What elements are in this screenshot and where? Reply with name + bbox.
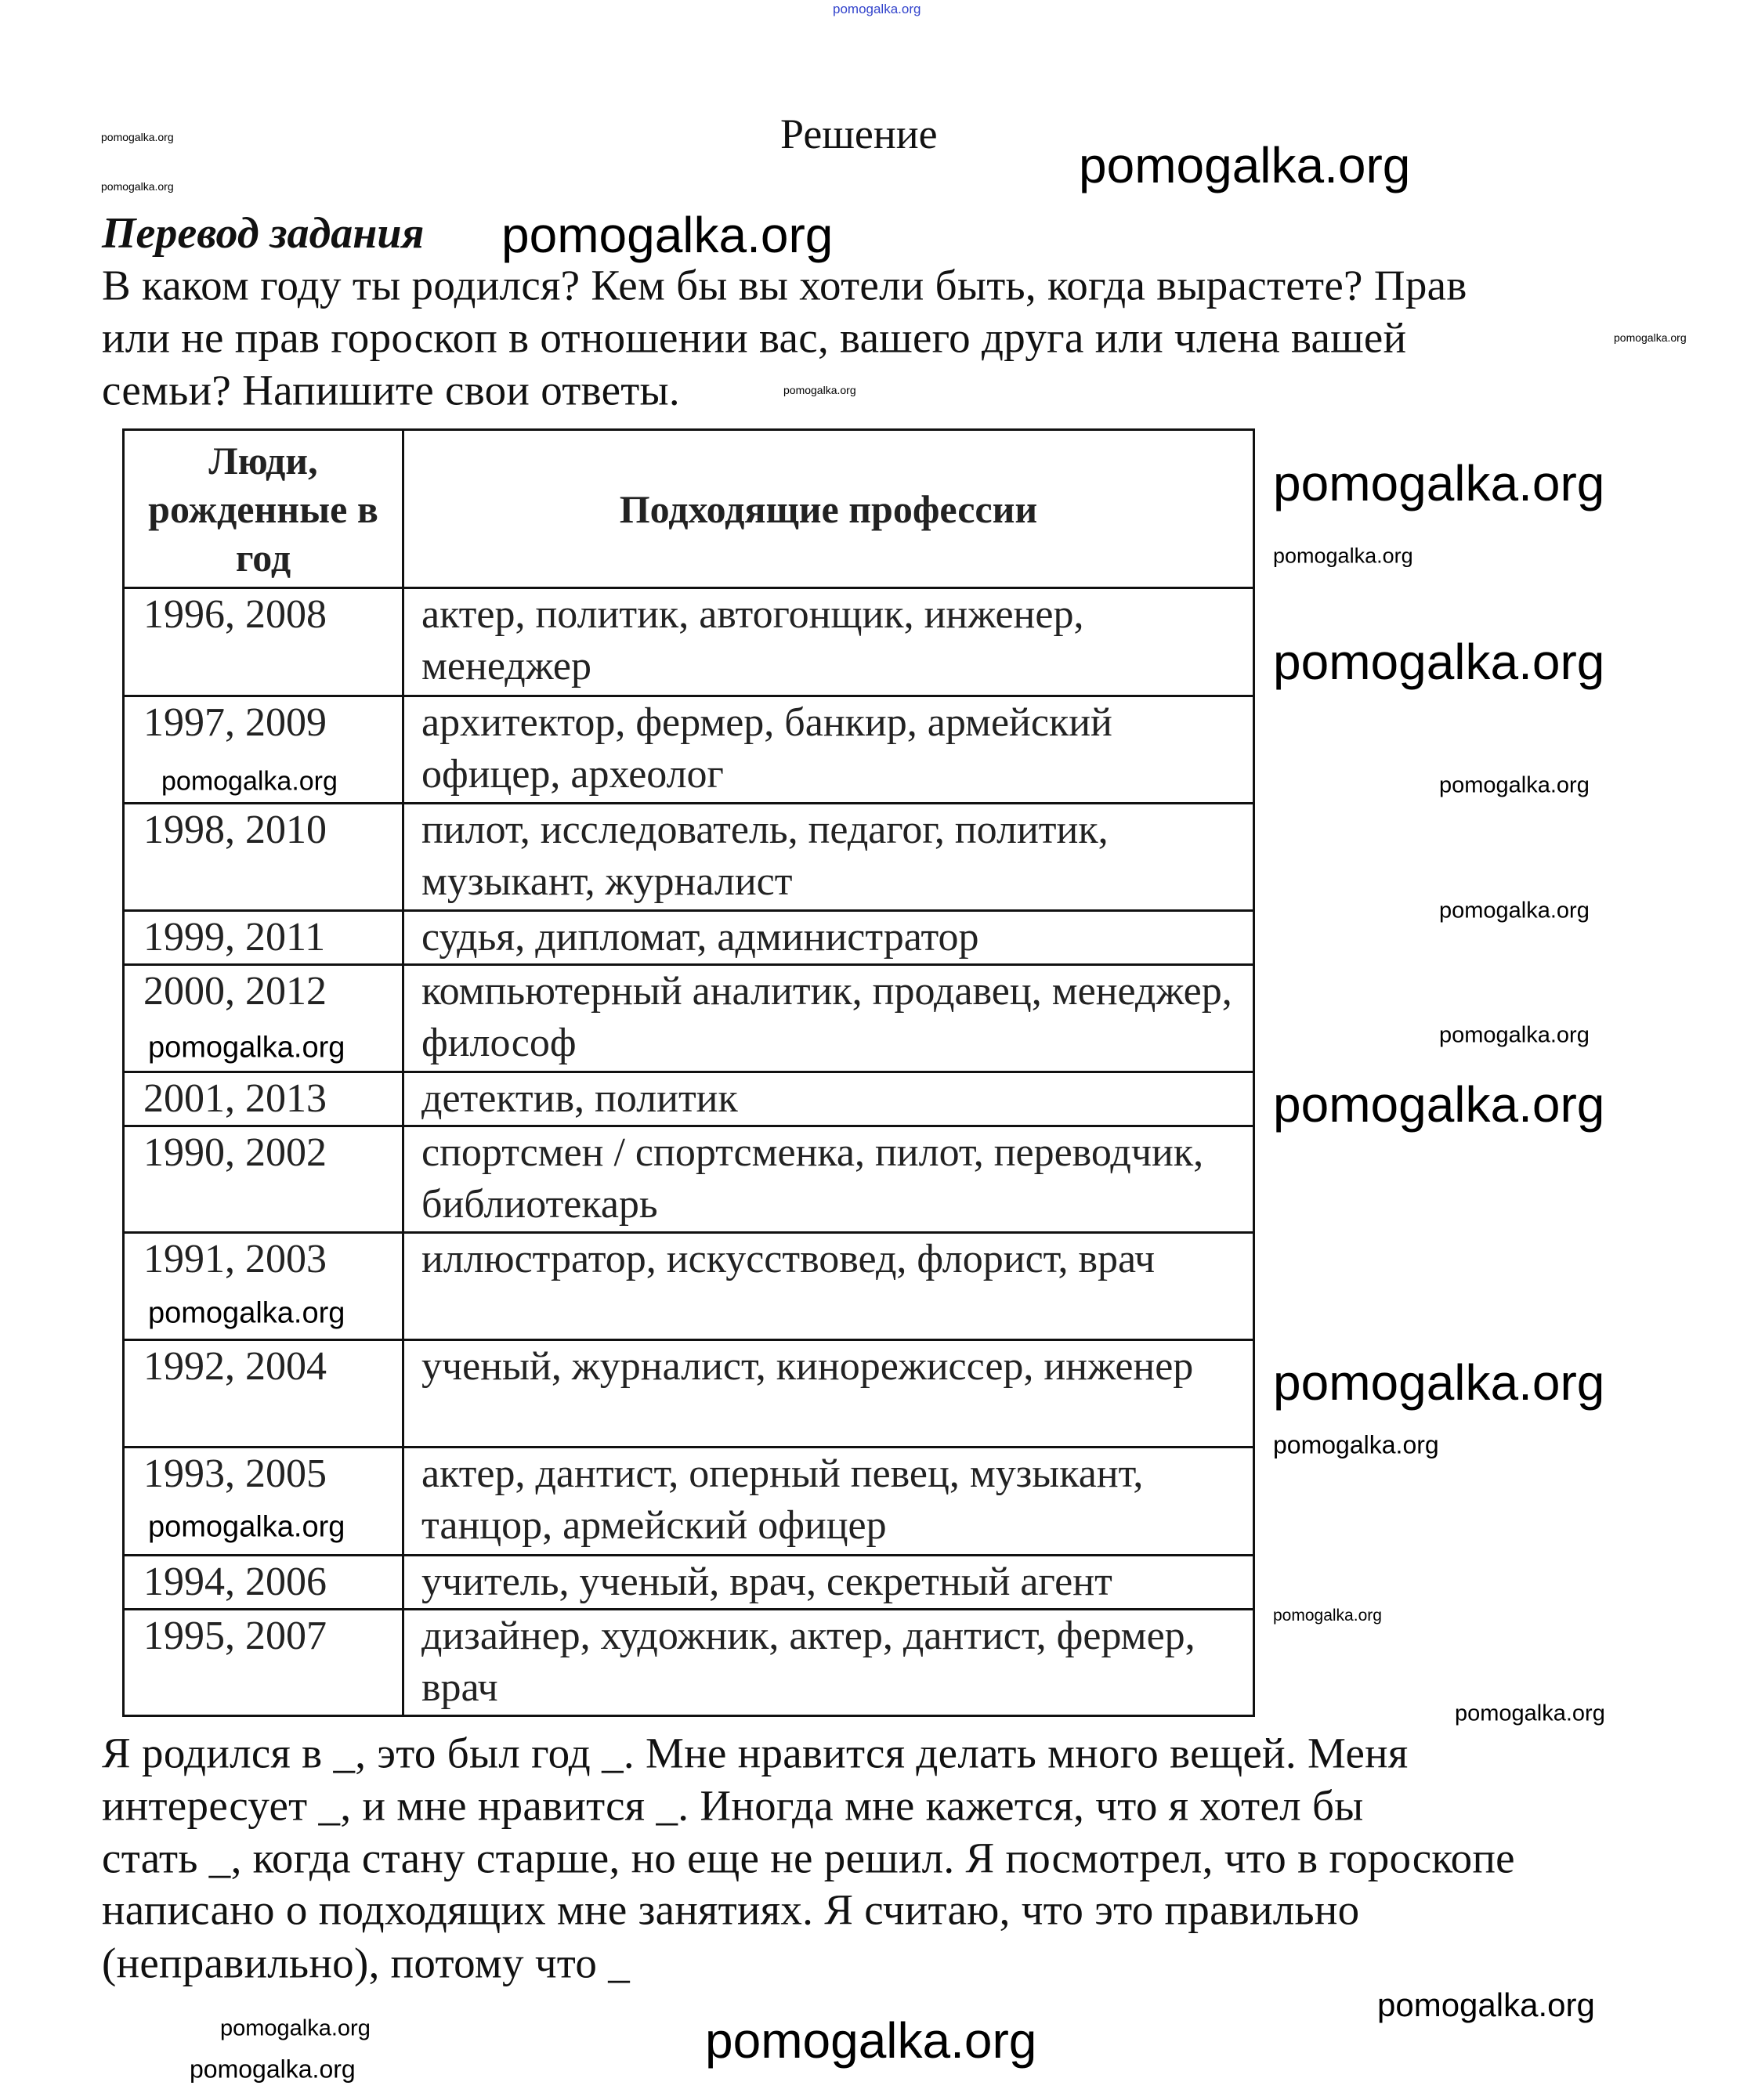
professions-cell: пилот, исследователь, педагог, политик, музыкант, журналист — [403, 804, 1254, 911]
table-row — [124, 1126, 1254, 1233]
table-row — [124, 588, 1254, 696]
watermark: pomogalka.org — [705, 2012, 1037, 2069]
professions-cell: иллюстратор, искусствовед, флорист, врач — [403, 1233, 1254, 1340]
professions-cell: компьютерный аналитик, продавец, менеджер, философ — [403, 965, 1254, 1072]
birth-years-cell: 1990, 2002 — [124, 1126, 403, 1233]
birth-years-cell: 2000, 2012 — [124, 965, 403, 1072]
birth-years-cell: 2001, 2013 — [124, 1072, 403, 1126]
professions-cell: детектив, политик — [403, 1072, 1254, 1126]
watermark: pomogalka.org — [101, 131, 174, 143]
professions-cell: актер, политик, автогонщик, инженер, менеджер — [403, 588, 1254, 696]
answer-line: (неправильно), потому что _ — [102, 1939, 631, 1987]
professions-cell: судья, дипломат, администратор — [403, 911, 1254, 965]
table-row — [124, 1610, 1254, 1716]
professions-cell: учитель, ученый, врач, секретный агент — [403, 1556, 1254, 1610]
header-birth-year: Люди, рожденные в год — [124, 430, 403, 588]
intro-line: семьи? Напишите свои ответы. — [102, 366, 680, 414]
birth-years-cell: 1993, 2005 — [124, 1448, 403, 1556]
birth-years-cell: 1991, 2003 — [124, 1233, 403, 1340]
birth-years-cell: 1995, 2007 — [124, 1610, 403, 1716]
watermark: pomogalka.org — [783, 384, 856, 396]
watermark: pomogalka.org — [1273, 1354, 1605, 1411]
section-heading: Перевод задания — [102, 209, 425, 258]
birth-years-cell: 1998, 2010 — [124, 804, 403, 911]
birth-years-cell: 1997, 2009 — [124, 696, 403, 804]
watermark: pomogalka.org — [1079, 137, 1411, 193]
watermark: pomogalka.org — [1377, 1986, 1595, 2023]
watermark: pomogalka.org — [190, 2055, 356, 2084]
table-row — [124, 911, 1254, 965]
table-row — [124, 804, 1254, 911]
intro-line: или не прав гороскоп в отношении вас, вашего друга или члена вашей — [102, 313, 1407, 362]
watermark: pomogalka.org — [1273, 455, 1605, 511]
birth-years-cell: 1999, 2011 — [124, 911, 403, 965]
watermark: pomogalka.org — [1273, 1607, 1382, 1625]
watermark: pomogalka.org — [161, 766, 338, 797]
answer-line: стать _, когда стану старше, но еще не решил. Я посмотрел, что в гороскопе — [102, 1834, 1515, 1882]
professions-cell: архитектор, фермер, банкир, армейский офицер, археолог — [403, 696, 1254, 804]
table-row — [124, 1556, 1254, 1610]
watermark: pomogalka.org — [1273, 1430, 1439, 1459]
watermark: pomogalka.org — [220, 2015, 371, 2041]
professions-cell: дизайнер, художник, актер, дантист, фермер, врач — [403, 1610, 1254, 1716]
watermark: pomogalka.org — [1614, 331, 1687, 344]
birth-years-cell: 1996, 2008 — [124, 588, 403, 696]
watermark: pomogalka.org — [1273, 634, 1605, 690]
watermark: pomogalka.org — [1273, 544, 1413, 568]
watermark: pomogalka.org — [1439, 772, 1590, 798]
watermark: pomogalka.org — [1439, 898, 1590, 923]
page-title: Решение — [780, 110, 938, 157]
watermark: pomogalka.org — [1439, 1022, 1590, 1048]
site-link[interactable]: pomogalka.org — [833, 2, 921, 16]
table-row — [124, 1340, 1254, 1448]
professions-cell: ученый, журналист, кинорежиссер, инженер — [403, 1340, 1254, 1448]
watermark: pomogalka.org — [148, 1296, 345, 1330]
watermark: pomogalka.org — [1455, 1701, 1605, 1726]
watermark: pomogalka.org — [101, 180, 174, 193]
professions-cell: спортсмен / спортсменка, пилот, переводчик, библиотекарь — [403, 1126, 1254, 1233]
professions-cell: актер, дантист, оперный певец, музыкант, танцор, армейский офицер — [403, 1448, 1254, 1556]
watermark: pomogalka.org — [501, 207, 834, 263]
answer-line: написано о подходящих мне занятиях. Я считаю, что это правильно — [102, 1885, 1360, 1934]
intro-line: В каком году ты родился? Кем бы вы хотели быть, когда вырастете? Прав — [102, 261, 1467, 309]
watermark: pomogalka.org — [1273, 1076, 1605, 1133]
birth-years-cell: 1994, 2006 — [124, 1556, 403, 1610]
answer-line: Я родился в _, это был год _. Мне нравится делать много вещей. Меня — [102, 1729, 1409, 1777]
table-row — [124, 1072, 1254, 1126]
header-professions: Подходящие профессии — [403, 430, 1254, 588]
birth-years-cell: 1992, 2004 — [124, 1340, 403, 1448]
watermark: pomogalka.org — [148, 1510, 345, 1544]
answer-line: интересует _, и мне нравится _. Иногда мне кажется, что я хотел бы — [102, 1781, 1364, 1830]
watermark: pomogalka.org — [148, 1031, 345, 1064]
